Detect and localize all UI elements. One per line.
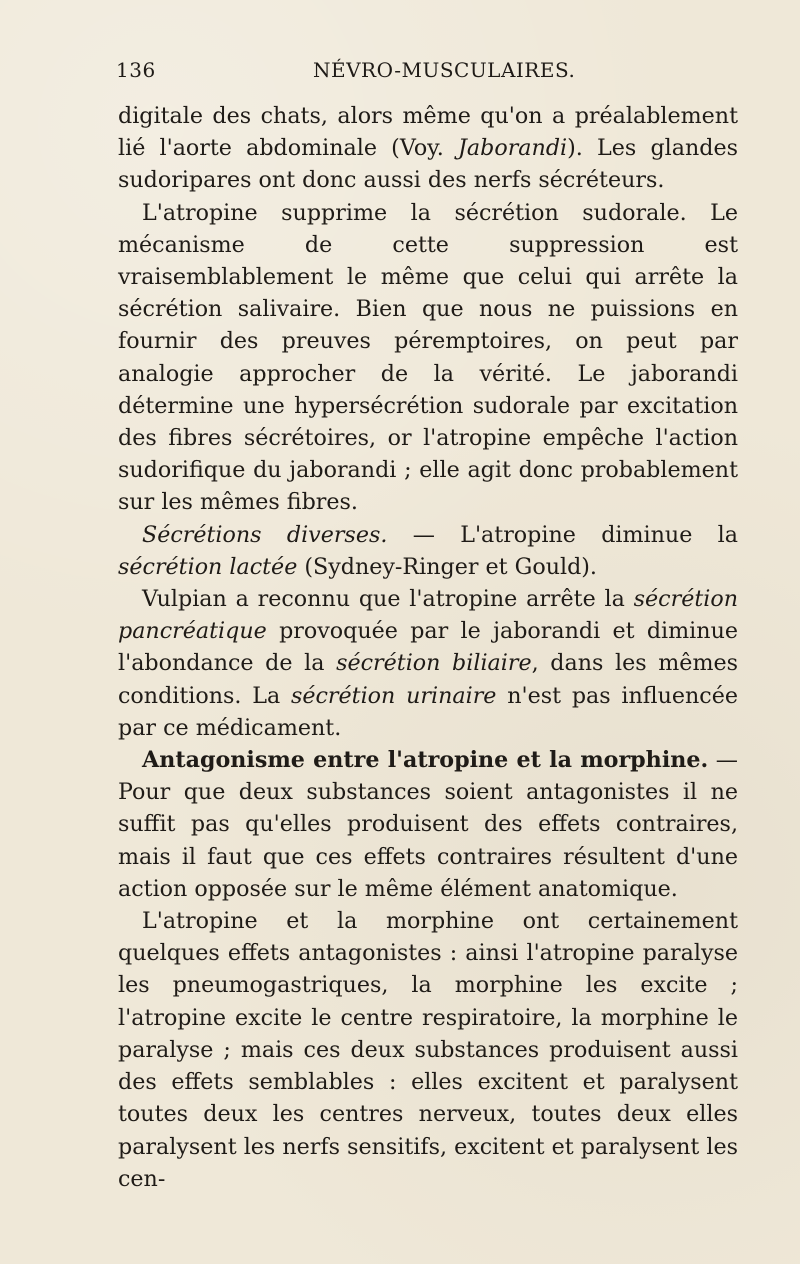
paragraph-4 — [118, 583, 738, 744]
urinary-term: sécrétion urinaire — [290, 682, 497, 709]
paragraph-5 — [118, 744, 738, 905]
paragraph-3 — [118, 519, 738, 583]
section-heading-antagonisme: Antagonisme entre l'atropine et la morphine. — [142, 747, 709, 774]
biliary-term: sécrétion biliaire — [336, 650, 532, 677]
paragraph-6 — [118, 905, 738, 1195]
paragraph-3-mid: — L'atropine diminue la — [387, 521, 738, 548]
jaborandi-reference: Jaborandi — [458, 135, 568, 162]
page-header — [116, 58, 736, 84]
paragraph-4-a: Vulpian a reconnu que l'atropine arrête la — [142, 586, 634, 613]
page-number: 136 — [116, 58, 156, 82]
paragraph-1 — [118, 100, 738, 197]
paragraph-6-text: L'atropine et la morphine ont certainement quelques effets antagonistes : ainsi l'atropine paralyse les pneumogastriques, la morphine les excite ; l'atropine excite le centre respiratoire, la morphine le paralyse ; mais ces deux substances produisent aussi des effets semblables : elles excitent et paralysent toutes deux les centres nerveux, toutes deux elles paralysent les nerfs sensitifs, excitent et paralysent les cen- — [118, 908, 738, 1192]
paragraph-1-text: digitale des chats, alors même qu'on a préalablement lié l'aorte abdominale (Voy. — [118, 103, 738, 162]
paragraph-4-b: provoquée par le jaborandi et diminue l'abondance de la — [118, 618, 738, 677]
paragraph-1-tail: ). Les glandes sudoripares ont donc aussi des nerfs sécréteurs. — [118, 135, 738, 194]
paragraph-5-tail: — Pour que deux substances soient antagonistes il ne suffit pas qu'elles produisent des effets contraires, mais il faut que ces effets contraires résultent d'une action opposée sur le même élément anatomique. — [118, 747, 738, 902]
lactation-term: sécrétion lactée — [118, 553, 298, 580]
pancreatic-term: sécrétion pancréatique — [118, 586, 738, 645]
paragraph-2 — [118, 197, 738, 519]
body-text — [118, 100, 738, 1195]
paragraph-4-d: n'est pas influencée par ce médicament. — [118, 682, 738, 741]
running-title: NÉVRO-MUSCULAIRES. — [313, 58, 576, 82]
section-heading-secretions-diverses: Sécrétions diverses. — [142, 521, 388, 548]
paragraph-2-text: L'atropine supprime la sécrétion sudorale. Le mécanisme de cette suppression est vraisemblablement le même que celui qui arrête la sécrétion salivaire. Bien que nous ne puissions en fournir des preuves péremptoires, on peut par analogie approcher de la vérité. Le jaborandi détermine une hypersécrétion sudorale par excitation des fibres sécrétoires, or l'atropine empêche l'action sudorifique du jaborandi ; elle agit donc probablement sur les mêmes fibres. — [118, 199, 738, 516]
paragraph-3-tail: (Sydney-Ringer et Gould). — [297, 553, 597, 580]
paragraph-4-c: , dans les mêmes conditions. La — [118, 650, 738, 709]
